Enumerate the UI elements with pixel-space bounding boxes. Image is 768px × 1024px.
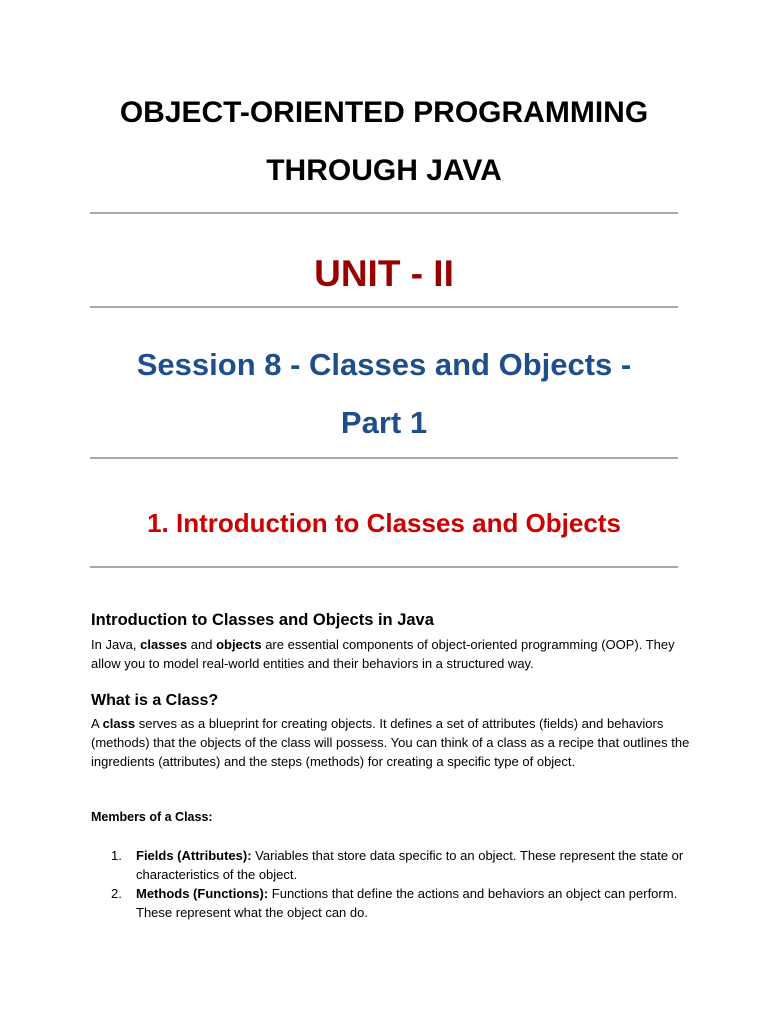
what-is-class-heading: What is a Class? [91,692,219,709]
list-item-description: Variables that store data specific to an object. These represent the state or characteristics of the object. [136,848,684,882]
session-heading-line-2: Part 1 [340,405,428,440]
what-is-class-paragraph [91,714,691,771]
list-item-number: 1. [111,848,122,863]
divider-rule [90,212,678,214]
class-text: serves as a blueprint for creating objects. It defines a set of attributes (fields) and behaviors (methods) that the objects of the class will possess. You can think of a class as a recipe that outlines the ingredients (attributes) and the steps (methods) for creating a specific type of object. [91,716,690,769]
intro-heading: Introduction to Classes and Objects in Java [91,611,434,629]
session-heading-line-1: Session 8 - Classes and Objects - [136,347,632,382]
class-term: class [102,716,136,731]
document-title-line-1: OBJECT-ORIENTED PROGRAMMING [119,96,649,129]
list-item [91,884,691,922]
divider-rule [90,457,678,459]
divider-rule [90,566,678,568]
list-item-term: Methods (Functions): [136,886,269,901]
intro-text: In Java, [91,637,141,652]
class-text: A [91,716,103,731]
document-title-line-2: THROUGH JAVA [266,154,502,187]
intro-text: and [187,637,217,652]
list-item-number: 2. [111,886,122,901]
intro-term-classes: classes [140,637,188,652]
intro-text: are essential components of object-oriented programming (OOP). They allow you to model real-world entities and their behaviors in a structured way. [91,637,675,671]
section-heading: 1. Introduction to Classes and Objects [147,508,621,538]
unit-heading: UNIT - II [314,253,454,294]
members-heading: Members of a Class: [91,810,213,824]
list-item-term: Fields (Attributes): [136,848,252,863]
members-list [91,846,691,922]
divider-rule [90,306,678,308]
intro-paragraph [91,635,691,673]
list-item-description: Functions that define the actions and behaviors an object can perform. These represent what the object can do. [136,886,678,920]
intro-term-objects: objects [216,637,262,652]
list-item [91,846,691,884]
